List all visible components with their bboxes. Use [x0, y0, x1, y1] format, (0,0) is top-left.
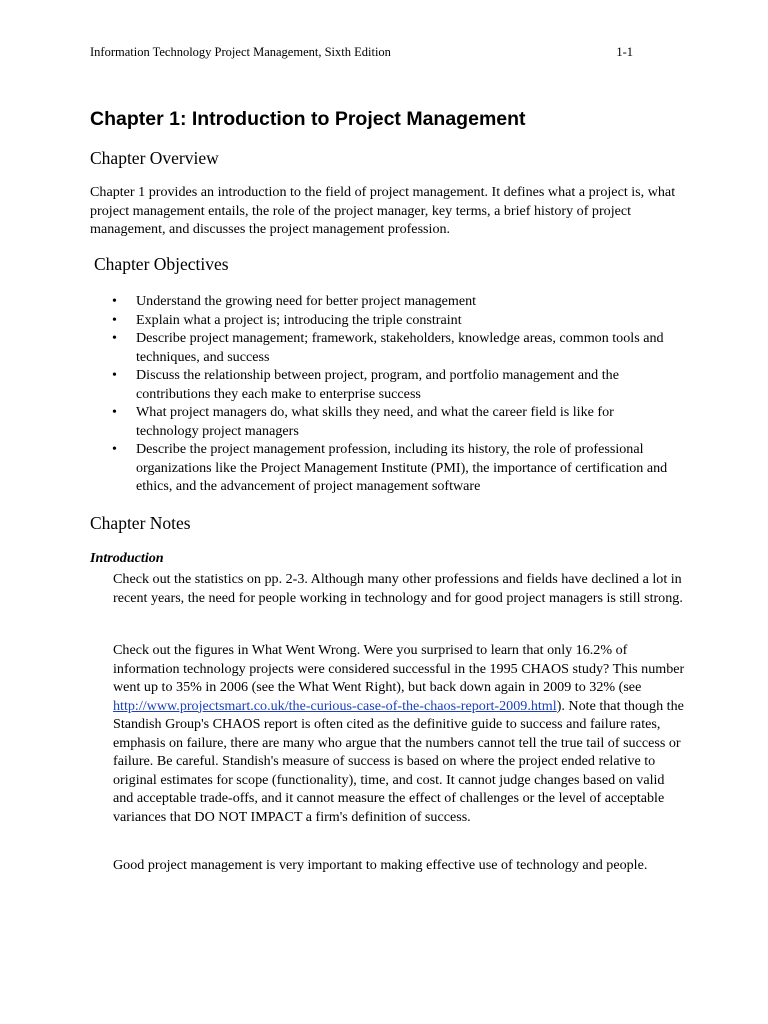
- objective-text: Describe the project management profession, including its history, the role of professional organizations like the Project Management Institute (PMI), the importance of certification and ethics, and the advancement of project management software: [136, 441, 668, 494]
- objective-text: Describe project management; framework, stakeholders, knowledge areas, common tools and techniques, and success: [136, 330, 664, 365]
- objective-text: What project managers do, what skills they need, and what the career field is like for technology project managers: [136, 404, 614, 439]
- bullet-icon: •: [112, 293, 117, 309]
- notes-paragraph-importance: Good project management is very important to making effective use of technology and people.: [113, 857, 648, 873]
- list-item: [112, 366, 672, 403]
- notes-paragraph-statistics: Check out the statistics on pp. 2-3. Although many other professions and fields have declined a lot in recent years, the need for people working in technology and for good project managers is still strong.: [113, 571, 683, 606]
- list-item: [112, 311, 672, 330]
- bullet-icon: •: [112, 404, 117, 420]
- header-page-number: 1-1: [616, 45, 633, 59]
- list-item: [112, 403, 672, 440]
- page-header: [90, 45, 633, 60]
- bullet-icon: •: [112, 311, 117, 328]
- notes-heading: Chapter Notes: [90, 513, 191, 533]
- objectives-list: [112, 292, 672, 496]
- bullet-icon: •: [112, 441, 117, 457]
- bullet-icon: •: [112, 330, 117, 346]
- objective-text: Explain what a project is; introducing the triple constraint: [136, 311, 462, 328]
- overview-heading: Chapter Overview: [90, 148, 219, 168]
- header-book-title: Information Technology Project Management, Sixth Edition: [90, 45, 391, 59]
- overview-paragraph: Chapter 1 provides an introduction to the field of project management. It defines what a project is, what project management entails, the role of the project manager, key terms, a brief history of project management, and discusses the project management profession.: [90, 184, 676, 237]
- bullet-icon: •: [112, 367, 117, 383]
- introduction-subheading: Introduction: [90, 550, 164, 566]
- notes-paragraph-chaos: [113, 641, 685, 826]
- projectsmart-link[interactable]: http://www.projectsmart.co.uk/the-curious-case-of-the-chaos-report-2009.html: [113, 697, 557, 714]
- objectives-heading: Chapter Objectives: [94, 254, 229, 274]
- list-item: [112, 329, 672, 366]
- chaos-text-before-link: Check out the figures in What Went Wrong. Were you surprised to learn that only 16.2% of information technology projects were considered successful in the 1995 CHAOS study? This number went up to 35% in 2006 (see the What Went Right), but back down again in 2009 to 32% (see: [113, 642, 685, 695]
- chapter-title: Chapter 1: Introduction to Project Management: [90, 108, 526, 130]
- list-item: [112, 440, 672, 496]
- list-item: [112, 292, 672, 311]
- chaos-text-after-link: ). Note that though the Standish Group's CHAOS report is often cited as the definitive guide to success and failure rates, emphasis on failure, there are many who argue that the numbers cannot tell the true tail of success or failure. Be careful. Standish's measure of success is based on where the project ended relative to original estimates for scope (functionality), time, and cost. It cannot judge changes based on valid and acceptable trade-offs, and it cannot measure the effect of challenges or the level of acceptable variances that DO NOT IMPACT a firm's definition of success.: [113, 697, 684, 825]
- objective-text: Discuss the relationship between project, program, and portfolio management and the contributions they each make to enterprise success: [136, 367, 619, 402]
- objective-text: Understand the growing need for better project management: [136, 293, 477, 309]
